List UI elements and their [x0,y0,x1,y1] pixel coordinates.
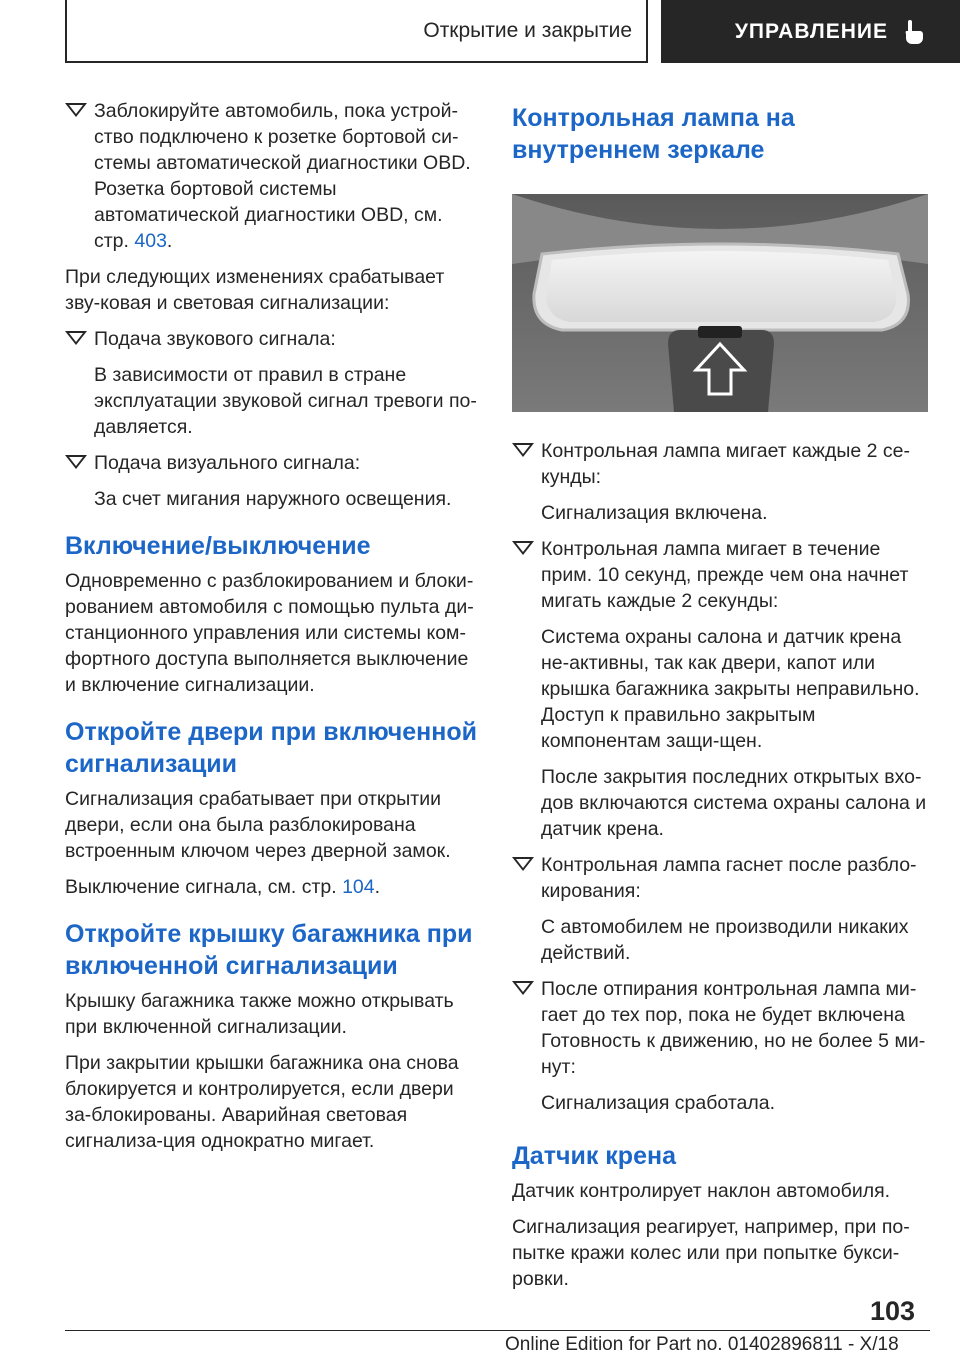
triangle-bullet-icon [65,331,87,345]
list-item-subtext: Сигнализация включена. [541,502,768,524]
list-item-subtext: После закрытия последних открытых вхо-дов включаются система охраны салона и датчик крена. [541,766,927,840]
page-link-403[interactable]: 403 [134,230,167,252]
page-number: 103 [870,1296,916,1326]
list-item-text: Контрольная лампа мигает в течение прим. 10 секунд, прежде чем она начнет мигать каждые 2 секунды: [541,538,909,612]
rearview-mirror-image [512,194,928,412]
hand-pointer-icon [902,19,924,45]
header-chapter-box [661,0,960,63]
paragraph: Крышку багажника также можно открывать при включенной сигнализации. [65,990,454,1038]
list-item [512,852,932,904]
paragraph: При закрытии крышки багажника она снова блокируется и контролируется, если двери за-блокированы. Аварийная световая сигнализа-ция однократно мигает. [65,1052,459,1152]
triangle-bullet-icon [65,103,87,117]
paragraph: При следующих изменениях срабатывает зву-ковая и световая сигнализации: [65,266,445,314]
list-item-text: Контрольная лампа гаснет после разбло-кирования: [541,854,917,902]
list-item-text: Контрольная лампа мигает каждые 2 се-кунды: [541,440,910,488]
paragraph-text: Выключение сигнала, см. стр. [65,876,343,898]
left-column [65,98,480,1164]
section-heading: Откройте двери при включенной сигнализации [65,718,478,778]
list-item [65,450,480,476]
triangle-bullet-icon [65,455,87,469]
list-item [512,536,932,614]
triangle-bullet-icon [512,857,534,871]
paragraph: Сигнализация срабатывает при открытии двери, если она была разблокирована встроенным ключом через дверной замок. [65,788,451,862]
list-item-text: Подача звукового сигнала: [94,328,336,350]
header-chapter-title: УПРАВЛЕНИЕ [734,19,888,43]
list-item-subtext: Сигнализация сработала. [541,1092,776,1114]
list-item-subtext: За счет мигания наружного освещения. [94,488,452,510]
list-item: Заблокируйте автомобиль, пока устрой-ство подключено к розетке бортовой си-стемы автоматической диагностики OBD. Розетка бортовой системы автоматической диагностики OBD, см. стр. 403. [65,98,480,254]
right-column [512,98,932,1302]
header-section-title: Открытие и закрытие [423,18,632,42]
footer-divider [65,1330,930,1331]
triangle-bullet-icon [512,443,534,457]
section-heading: Контрольная лампа на внутреннем зеркале [512,104,795,164]
page-link-104[interactable]: 104 [342,876,375,898]
list-item-subtext: С автомобилем не производили никаких действий. [541,916,909,964]
list-item [512,976,932,1080]
paragraph: Выключение сигнала, см. стр. 104. [65,876,381,898]
section-heading: Откройте крышку багажника при включенной сигнализации [65,920,473,980]
list-item-text: Подача визуального сигнала: [94,452,361,474]
list-item-text: После отпирания контрольная лампа ми-гает до тех пор, пока не будет включена Готовность к движению, но не более 5 ми-нут: [541,978,926,1078]
list-item-subtext: В зависимости от правил в стране эксплуатации звуковой сигнал тревоги по-давляется. [94,364,477,438]
paragraph: Датчик контролирует наклон автомобиля. [512,1180,891,1202]
triangle-bullet-icon [512,981,534,995]
paragraph: Одновременно с разблокированием и блоки-рованием автомобиля с помощью пульта ди-станционного управления или системы ком-фортного доступа выполняется выключение и включение сигнализации. [65,570,474,696]
list-item-text: Заблокируйте автомобиль, пока устрой-ство подключено к розетке бортовой си-стемы автоматической диагностики OBD. Розетка бортовой системы автоматической диагностики OBD, см. стр. [94,100,471,252]
paragraph: Сигнализация реагирует, например, при по-пытке кражи колес или при попытке букси-ровки. [512,1216,910,1290]
section-heading: Датчик крена [512,1142,676,1170]
section-heading: Включение/выключение [65,532,371,560]
list-item [512,438,932,490]
header-section-box [65,0,648,63]
list-item [65,326,480,352]
footer-edition: Online Edition for Part no. 01402896811 - X/18 [505,1334,899,1355]
triangle-bullet-icon [512,541,534,555]
list-item-subtext: Система охраны салона и датчик крена не-активны, так как двери, капот или крышка багажника закрыты неправильно. Доступ к правильно закрытым компонентам защи-щен. [541,626,920,752]
